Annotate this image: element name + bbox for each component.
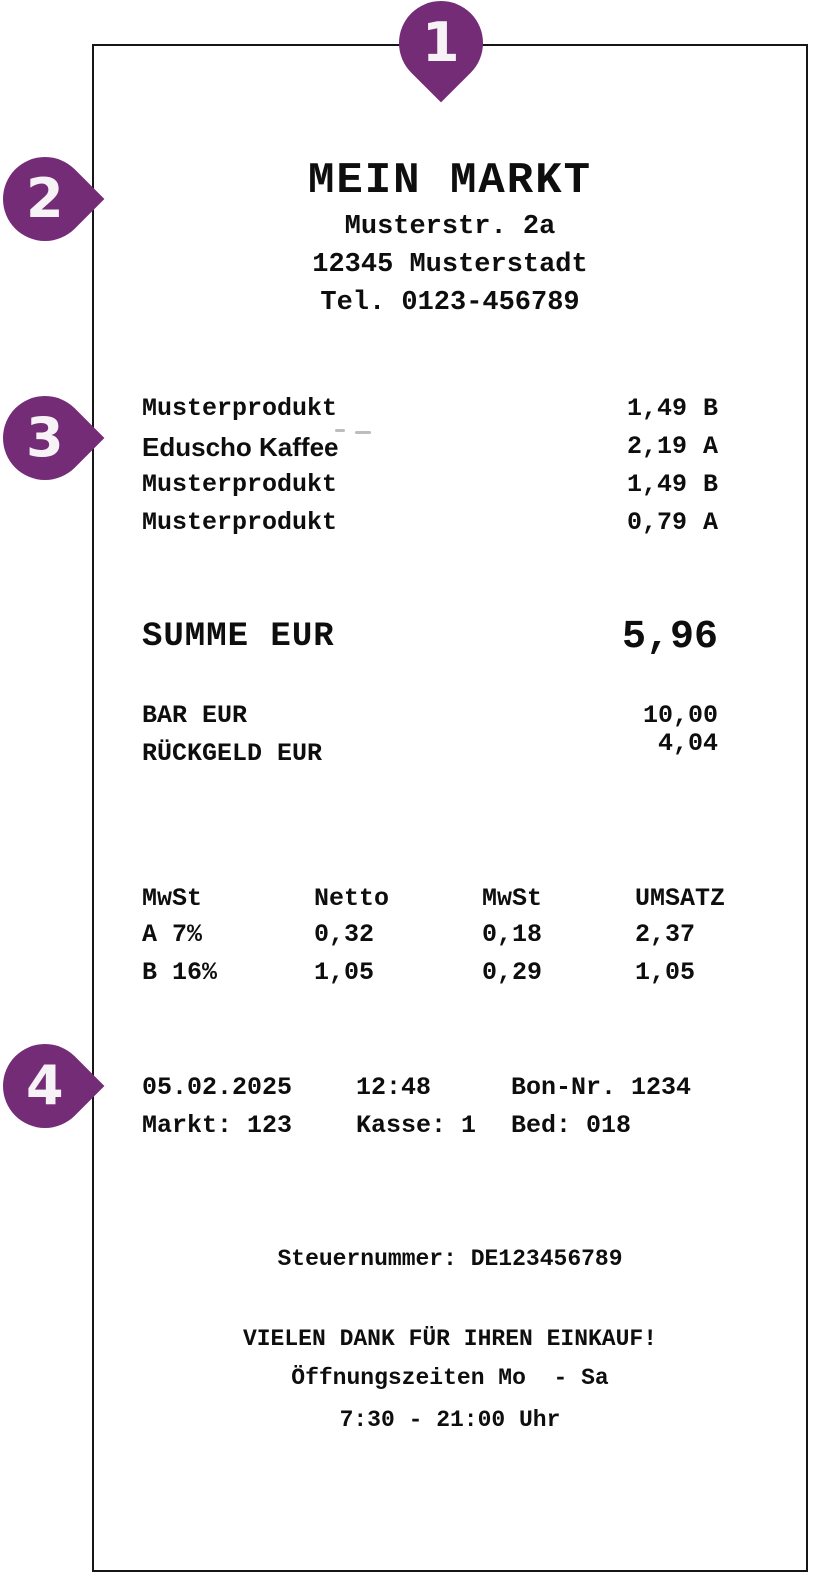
sum-label: SUMME EUR <box>142 618 335 656</box>
receipt-date: 05.02.2025 <box>142 1073 293 1102</box>
store-name: MEIN MARKT <box>307 156 593 206</box>
item-tax-class: B <box>702 394 718 423</box>
item-row <box>142 504 718 542</box>
item-price-group <box>627 390 718 428</box>
change-row <box>142 729 718 769</box>
item-price-group <box>627 504 718 542</box>
item-tax-class: B <box>702 470 718 499</box>
sum-value: 5,96 <box>621 614 718 660</box>
item-price: 1,49 <box>626 470 687 499</box>
cashier-number: Bed: 018 <box>511 1111 632 1140</box>
receipt <box>92 44 808 1572</box>
item-price-group <box>627 428 718 466</box>
item-price: 0,79 <box>626 508 687 537</box>
marker-number: 2 <box>26 166 64 230</box>
marker-pin-3 <box>0 379 104 498</box>
tax-umsatz: 2,37 <box>635 920 696 949</box>
tax-mwst: 0,18 <box>482 920 543 949</box>
marker-pin-4 <box>0 1027 104 1146</box>
cash-label: BAR EUR <box>142 701 248 730</box>
store-phone: Tel. 0123-456789 <box>320 288 580 318</box>
tax-col-header: MwSt <box>482 884 543 913</box>
tax-col-header: MwSt <box>142 884 203 913</box>
thanks-message: VIELEN DANK FÜR IHREN EINKAUF! <box>242 1326 658 1352</box>
store-address-street: Musterstr. 2a <box>344 212 556 242</box>
marker-number: 1 <box>422 10 460 74</box>
tax-table-row <box>94 920 806 950</box>
item-tax-class: A <box>702 432 718 461</box>
opening-hours-times: 7:30 - 21:00 Uhr <box>339 1407 561 1433</box>
item-price: 2,19 <box>626 432 687 461</box>
marker-pin-2 <box>0 140 104 259</box>
item-row <box>142 428 718 466</box>
item-price-group <box>627 466 718 504</box>
tax-id: Steuernummer: DE123456789 <box>277 1246 623 1272</box>
tax-rate: A 7% <box>142 920 203 949</box>
tax-table-row <box>94 958 806 988</box>
change-label: RÜCKGELD EUR <box>142 739 323 768</box>
tax-col-header: UMSATZ <box>635 884 726 913</box>
item-tax-class: A <box>702 508 718 537</box>
item-name: Musterprodukt <box>142 470 338 499</box>
tax-mwst: 0,29 <box>482 958 543 987</box>
item-row <box>142 466 718 504</box>
meta-row <box>94 1111 806 1141</box>
tax-table-header <box>94 884 806 914</box>
cash-value: 10,00 <box>642 701 718 730</box>
tax-col-header: Netto <box>314 884 390 913</box>
item-row <box>142 390 718 428</box>
receipt-time: 12:48 <box>356 1073 432 1102</box>
item-price: 1,49 <box>626 394 687 423</box>
market-number: Markt: 123 <box>142 1111 293 1140</box>
store-address-city: 12345 Musterstadt <box>312 250 588 280</box>
marker-number: 4 <box>26 1053 64 1117</box>
meta-row <box>94 1073 806 1103</box>
tax-rate: B 16% <box>142 958 218 987</box>
receipt-number: Bon-Nr. 1234 <box>511 1073 692 1102</box>
tax-netto: 0,32 <box>314 920 375 949</box>
cash-row <box>142 701 718 731</box>
item-name: Musterprodukt <box>142 508 338 537</box>
register-number: Kasse: 1 <box>356 1111 477 1140</box>
opening-hours-days: Öffnungszeiten Mo - Sa <box>291 1365 609 1391</box>
tax-netto: 1,05 <box>314 958 375 987</box>
item-name: Eduscho Kaffee <box>142 432 339 462</box>
change-value: 4,04 <box>657 729 718 758</box>
tax-umsatz: 1,05 <box>635 958 696 987</box>
item-name: Musterprodukt <box>142 394 338 423</box>
marker-number: 3 <box>26 405 64 469</box>
sum-row <box>142 613 718 661</box>
